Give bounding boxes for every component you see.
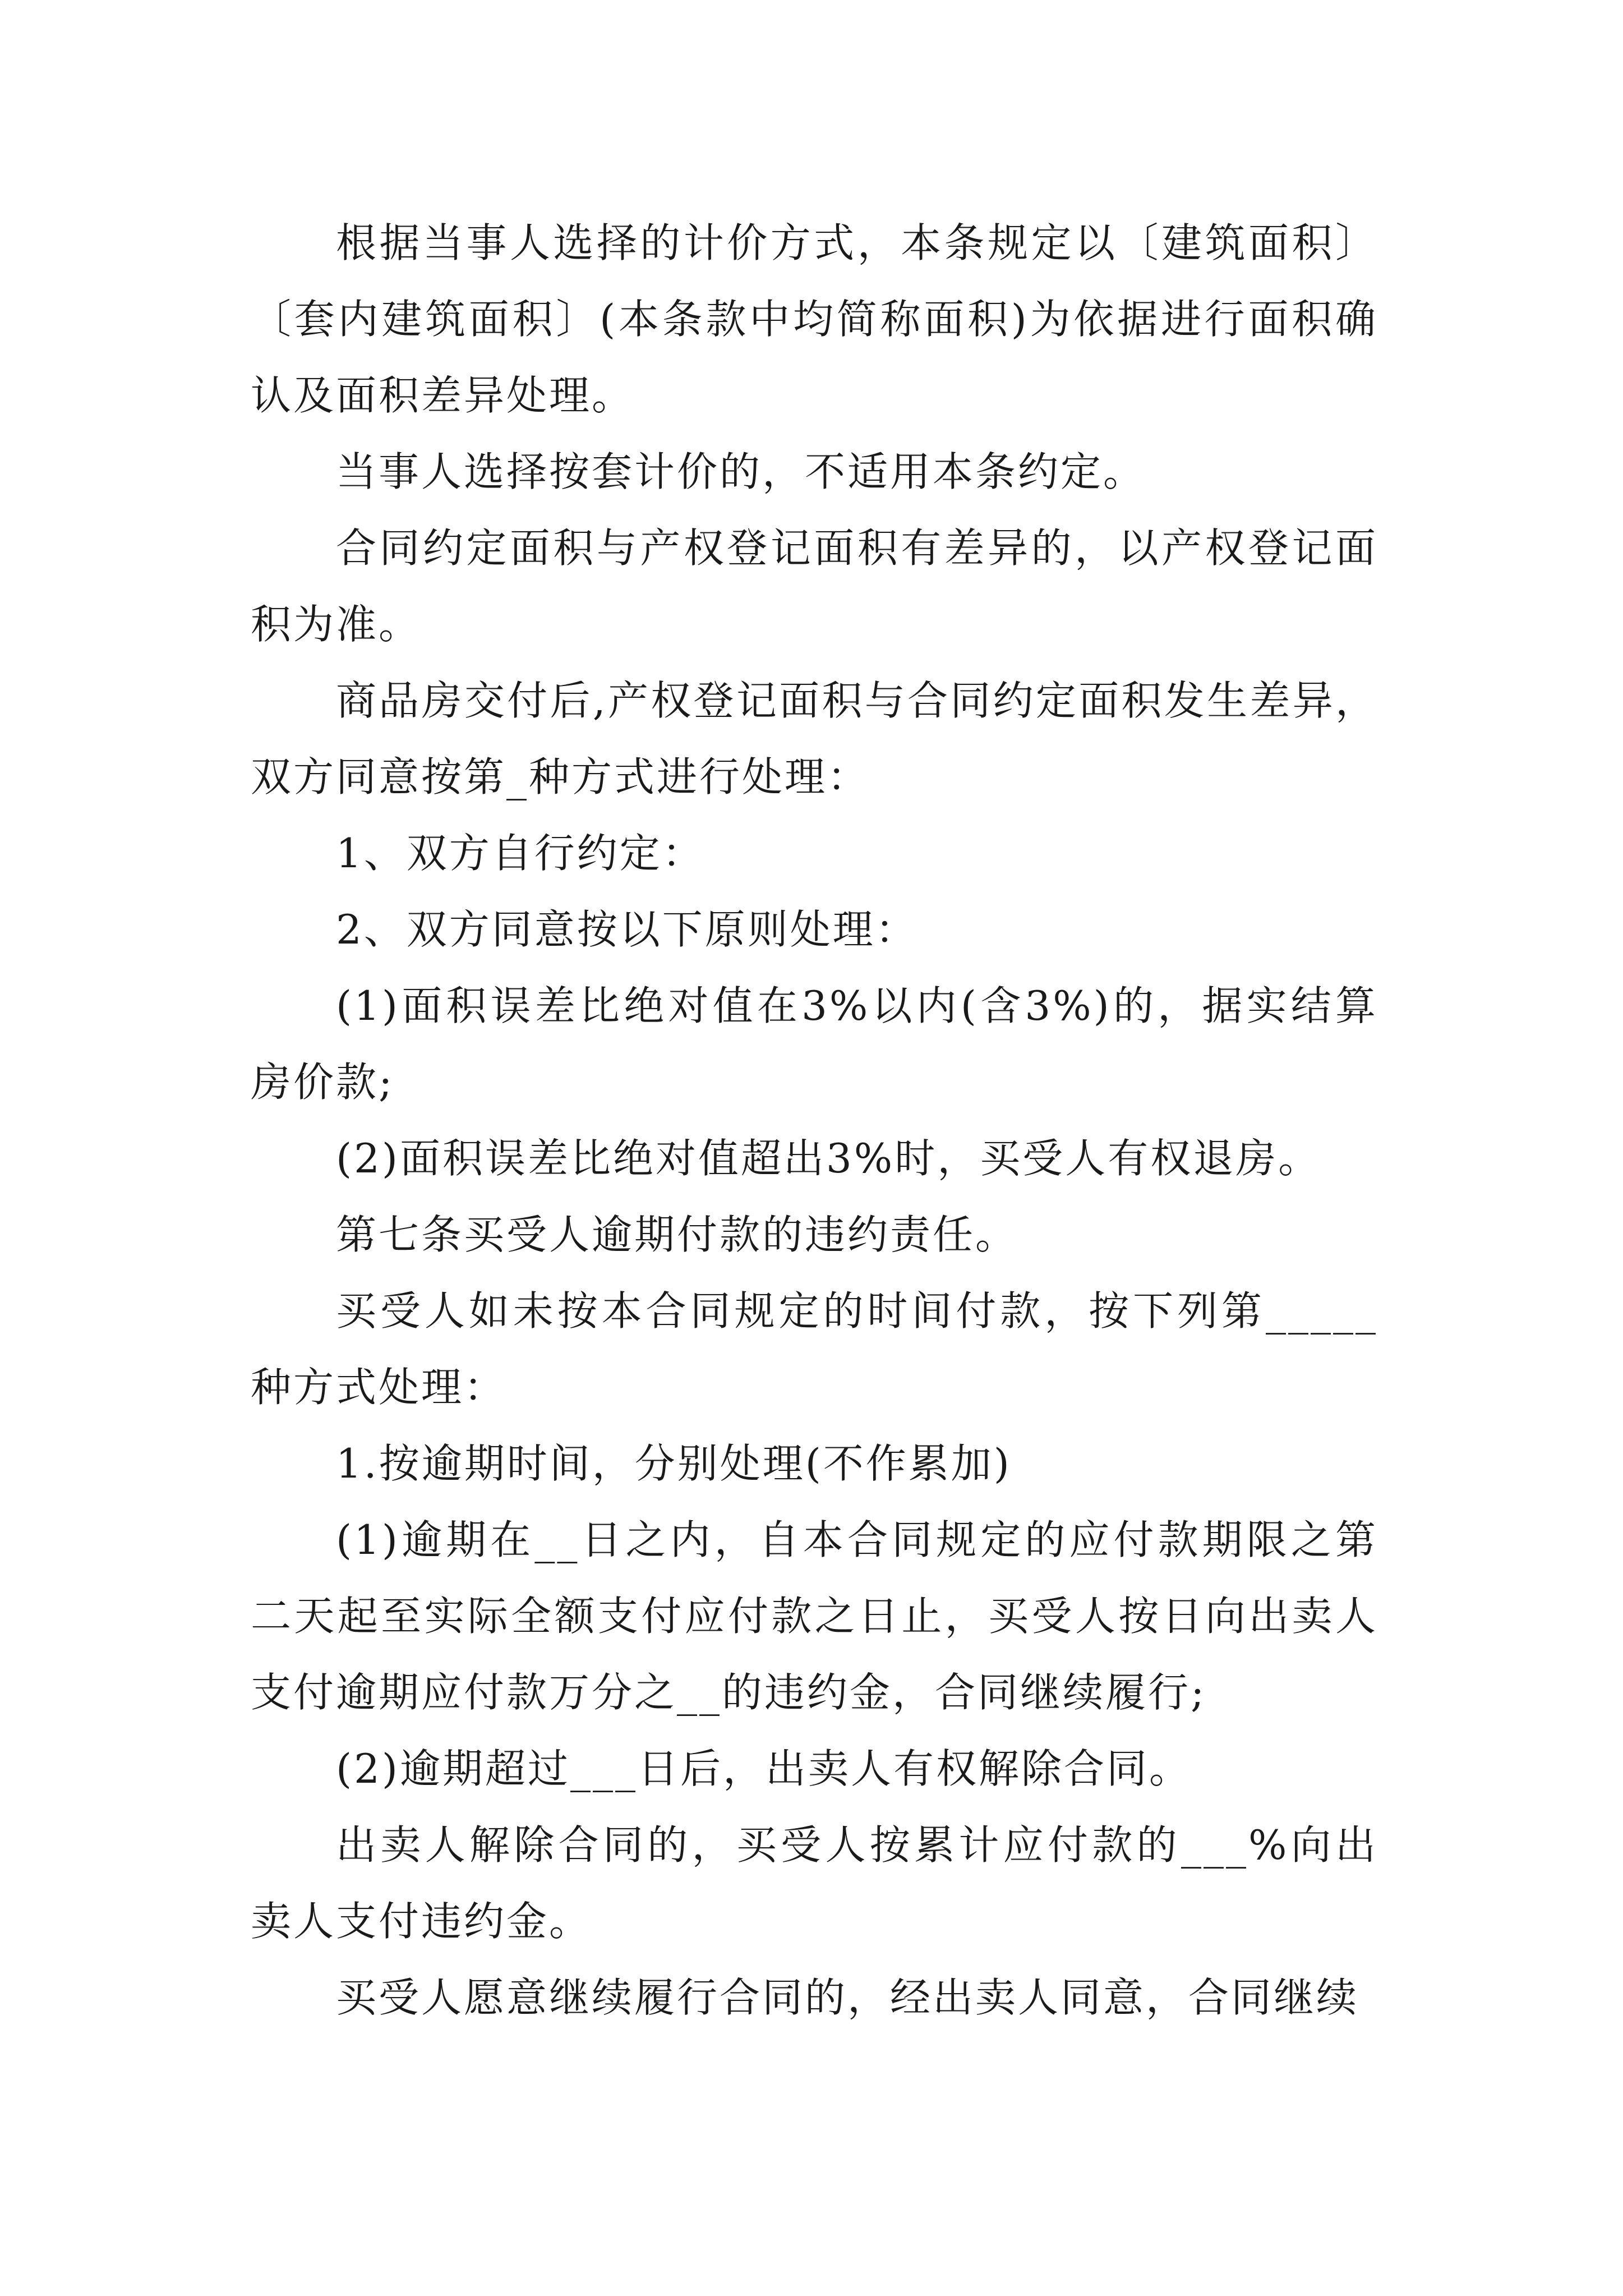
paragraph: 第七条买受人逾期付款的违约责任。 bbox=[336, 1211, 1018, 1258]
paragraph: (1)面积误差比绝对值在3%以内(含3%)的，据实结算房价款; bbox=[251, 982, 1378, 1106]
document-body bbox=[251, 205, 1378, 2036]
paragraph: 买受人如未按本合同规定的时间付款，按下列第_____种方式处理： bbox=[251, 1287, 1378, 1411]
paragraph: (1)逾期在__日之内，自本合同规定的应付款期限之第二天起至实际全额支付应付款之日止，买受人按日向出卖人支付逾期应付款万分之__的违约金，合同继续履行; bbox=[251, 1516, 1378, 1716]
paragraph: 当事人选择按套计价的，不适用本条约定。 bbox=[336, 448, 1146, 495]
paragraph: (2)面积误差比绝对值超出3%时，买受人有权退房。 bbox=[336, 1135, 1321, 1182]
paragraph: 商品房交付后,产权登记面积与合同约定面积发生差异，双方同意按第_种方式进行处理： bbox=[251, 677, 1378, 800]
paragraph: 1.按逾期时间，分别处理(不作累加) bbox=[336, 1440, 1012, 1487]
paragraph: 买受人愿意继续履行合同的，经出卖人同意，合同继续 bbox=[336, 1974, 1359, 2021]
paragraph: 出卖人解除合同的，买受人按累计应付款的___%向出卖人支付违约金。 bbox=[251, 1821, 1378, 1945]
paragraph: 根据当事人选择的计价方式，本条规定以〔建筑面积〕〔套内建筑面积〕(本条款中均简称面积)为依据进行面积确认及面积差异处理。 bbox=[251, 219, 1378, 419]
paragraph: 1、双方自行约定： bbox=[336, 830, 705, 877]
paragraph: (2)逾期超过___日后，出卖人有权解除合同。 bbox=[336, 1745, 1192, 1792]
paragraph: 2、双方同意按以下原则处理： bbox=[336, 906, 918, 953]
paragraph: 合同约定面积与产权登记面积有差异的，以产权登记面积为准。 bbox=[251, 524, 1378, 648]
